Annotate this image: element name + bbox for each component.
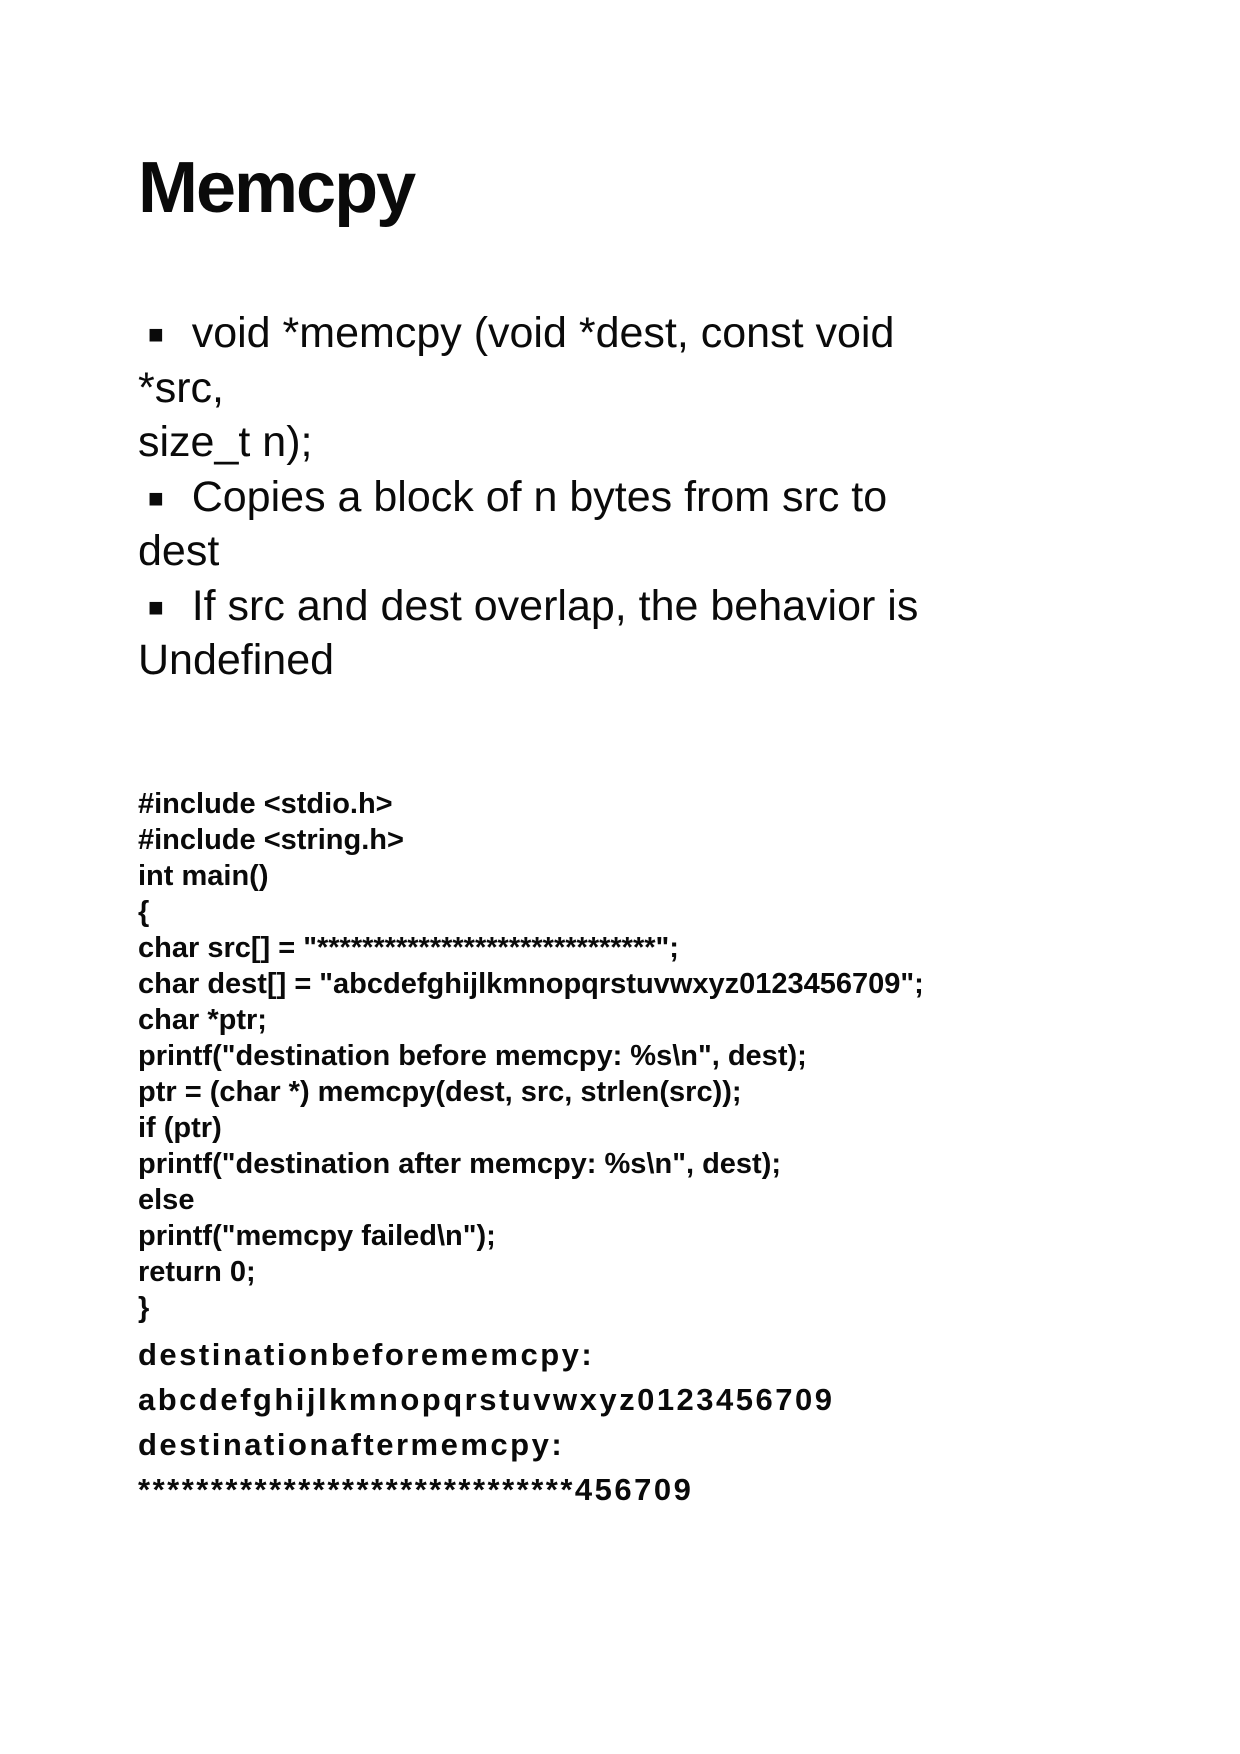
bullet-list (138, 306, 1180, 688)
bullet-continuation (138, 415, 1180, 470)
code-line: printf("destination after memcpy: %s\n", dest); (138, 1147, 782, 1180)
output-line: abcdefghijlkmnopqrstuvwxyz0123456709 (138, 1381, 835, 1417)
bullet-item (138, 470, 1180, 525)
bullet-square-icon: ■ (148, 319, 164, 349)
output-line: ******************************456709 (138, 1471, 694, 1507)
bullet-text: dest (138, 527, 220, 575)
bullet-square-icon: ■ (148, 591, 164, 622)
bullet-item (138, 579, 1180, 634)
code-line: char *ptr; (138, 1003, 267, 1036)
bullet-text: If src and dest overlap, the behavior is (191, 581, 919, 630)
bullet-continuation (138, 524, 1180, 579)
code-line: ptr = (char *) memcpy(dest, src, strlen(src)); (138, 1075, 742, 1108)
bullet-text: Copies a block of n bytes from src to (191, 472, 888, 521)
bullet-text: size_t n); (138, 418, 313, 466)
code-line: { (138, 895, 150, 928)
code-line: if (ptr) (138, 1111, 222, 1144)
code-line: char src[] = "******************************"; (138, 931, 679, 964)
code-line: #include <stdio.h> (138, 787, 393, 820)
bullet-text: void *memcpy (void *dest, const void (191, 309, 895, 357)
bullet-text: *src, (138, 363, 224, 412)
output-line: destinationbeforememcpy: (138, 1336, 595, 1372)
code-line: printf("memcpy failed\n"); (138, 1219, 496, 1252)
bullet-item (138, 306, 1180, 361)
bullet-continuation (138, 633, 1180, 688)
program-output (138, 1332, 1180, 1512)
code-line: printf("destination before memcpy: %s\n", dest); (138, 1039, 807, 1072)
bullet-continuation (138, 361, 1180, 416)
code-line: else (138, 1183, 195, 1216)
page-title: Memcpy (138, 148, 415, 228)
code-line: #include <string.h> (138, 823, 404, 856)
code-line: char dest[] = "abcdefghijlkmnopqrstuvwxyz0123456709"; (138, 967, 924, 1000)
code-line: return 0; (138, 1255, 256, 1288)
bullet-text: Undefined (138, 636, 335, 684)
code-listing (138, 786, 1180, 1326)
code-line: int main() (138, 859, 269, 892)
output-line: destinationaftermemcpy: (138, 1426, 565, 1462)
bullet-square-icon: ■ (148, 482, 164, 513)
code-line: } (138, 1291, 150, 1324)
